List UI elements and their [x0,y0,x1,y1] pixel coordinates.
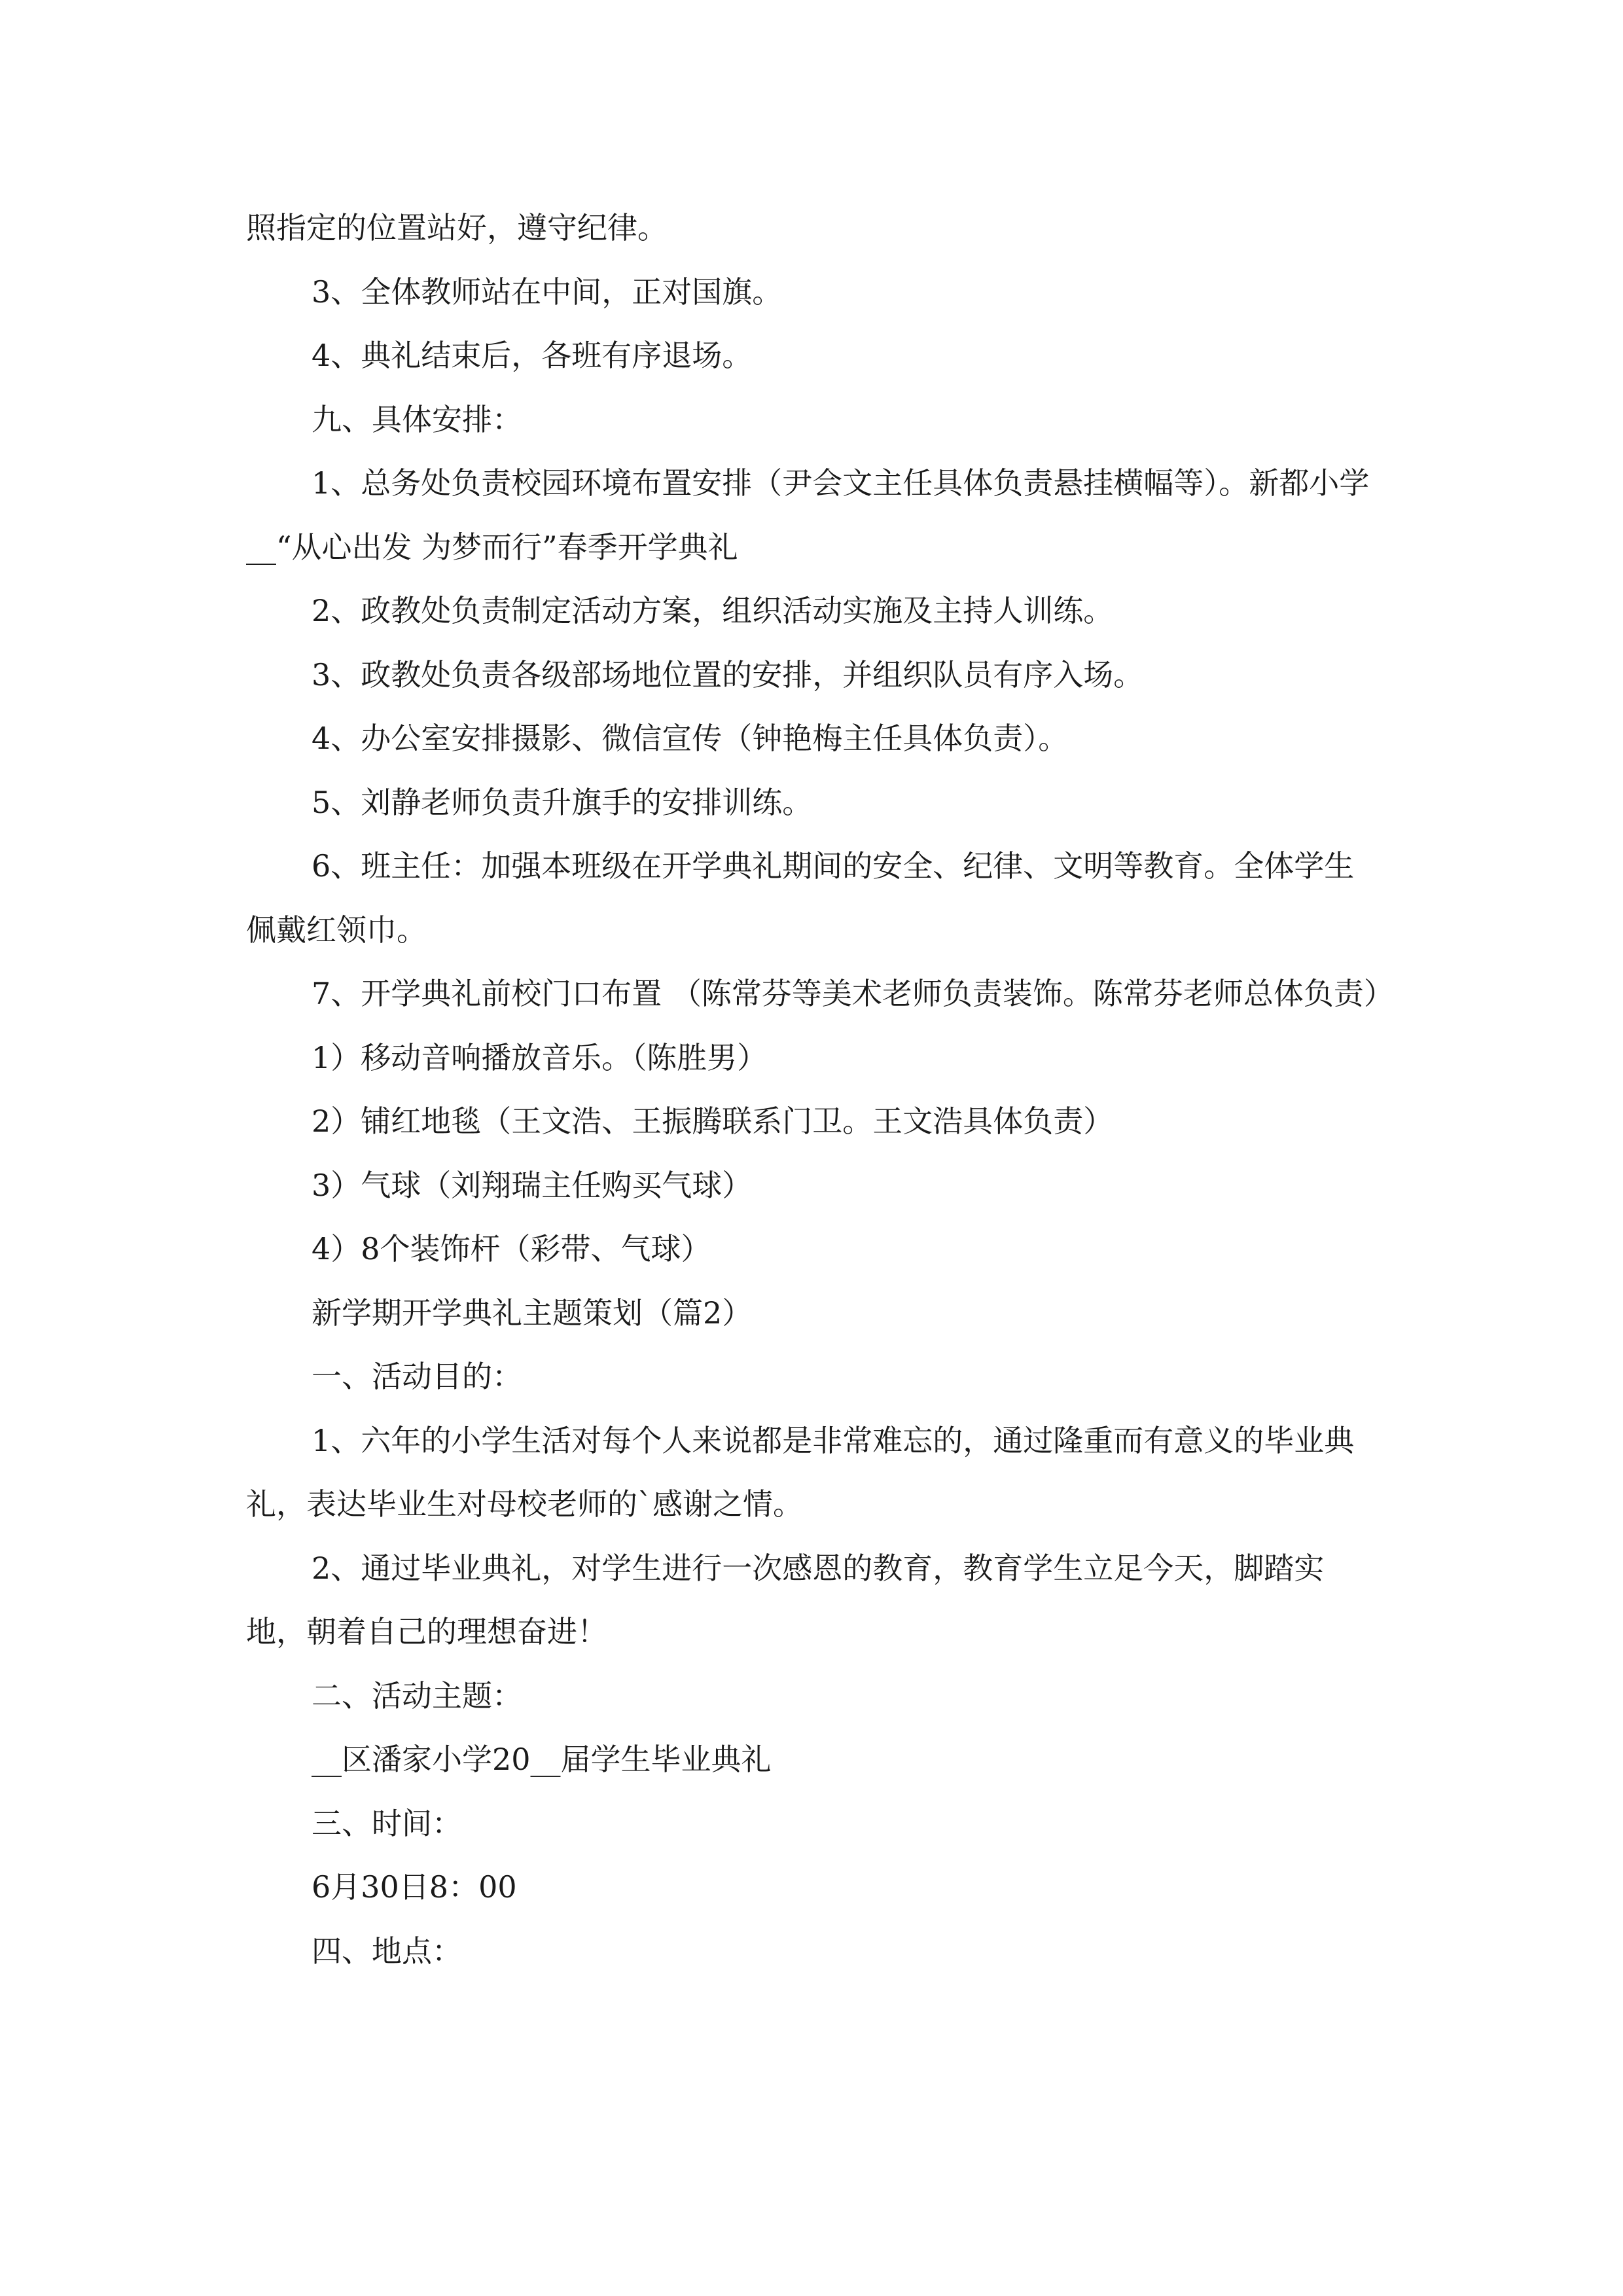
sub-item-2-carpet: 2）铺红地毯（王文浩、王振腾联系门卫。王文浩具体负责） [312,1103,1114,1139]
section-heading-location: 四、地点： [312,1933,462,1969]
section-heading-9: 九、具体安排： [312,401,522,437]
paragraph-arrangement-6: 6、班主任：加强本班级在开学典礼期间的安全、纪律、文明等教育。全体学生佩戴红领巾。 [246,848,1355,948]
paragraph-arrangement-1: 1、总务处负责校园环境布置安排（尹会文主任具体负责悬挂横幅等）。新都小学__“从心出发 为梦而行”春季开学典礼 [246,465,1370,565]
paragraph-arrangement-2: 2、政教处负责制定活动方案，组织活动实施及主持人训练。 [312,593,1114,628]
article-title-part-2: 新学期开学典礼主题策划（篇2） [312,1295,753,1331]
section-heading-time: 三、时间： [312,1805,462,1841]
paragraph-arrangement-7: 7、开学典礼前校门口布置 （陈常芬等美术老师负责装饰。陈常芬老师总体负责） [312,976,1394,1011]
section-heading-theme: 二、活动主题： [312,1677,522,1713]
paragraph-arrangement-4: 4、办公室安排摄影、微信宣传（钟艳梅主任具体负责）。 [312,721,1069,756]
paragraph-time: 6月30日8：00 [312,1869,517,1905]
paragraph-item-4-exit: 4、典礼结束后，各班有序退场。 [312,338,753,373]
document-page [246,196,1394,1983]
sub-item-1-audio: 1）移动音响播放音乐。（陈胜男） [312,1039,768,1075]
sub-item-3-balloons: 3）气球（刘翔瑞主任购买气球） [312,1167,753,1203]
paragraph-continuation: 照指定的位置站好，遵守纪律。 [246,210,668,245]
paragraph-theme: __区潘家小学20__届学生毕业典礼 [312,1742,772,1777]
paragraph-arrangement-3: 3、政教处负责各级部场地位置的安排，并组织队员有序入场。 [312,656,1144,692]
paragraph-item-3-teachers: 3、全体教师站在中间，正对国旗。 [312,274,783,310]
paragraph-purpose-1: 1、六年的小学生活对每个人来说都是非常难忘的，通过隆重而有意义的毕业典礼，表达毕业生对母校老师的`感谢之情。 [246,1422,1355,1522]
sub-item-4-poles: 4）8个装饰杆（彩带、气球） [312,1231,711,1266]
paragraph-arrangement-5: 5、刘静老师负责升旗手的安排训练。 [312,784,813,820]
section-heading-purpose: 一、活动目的： [312,1359,522,1394]
paragraph-purpose-2: 2、通过毕业典礼，对学生进行一次感恩的教育，教育学生立足今天，脚踏实地，朝着自己的理想奋进！ [246,1550,1325,1649]
